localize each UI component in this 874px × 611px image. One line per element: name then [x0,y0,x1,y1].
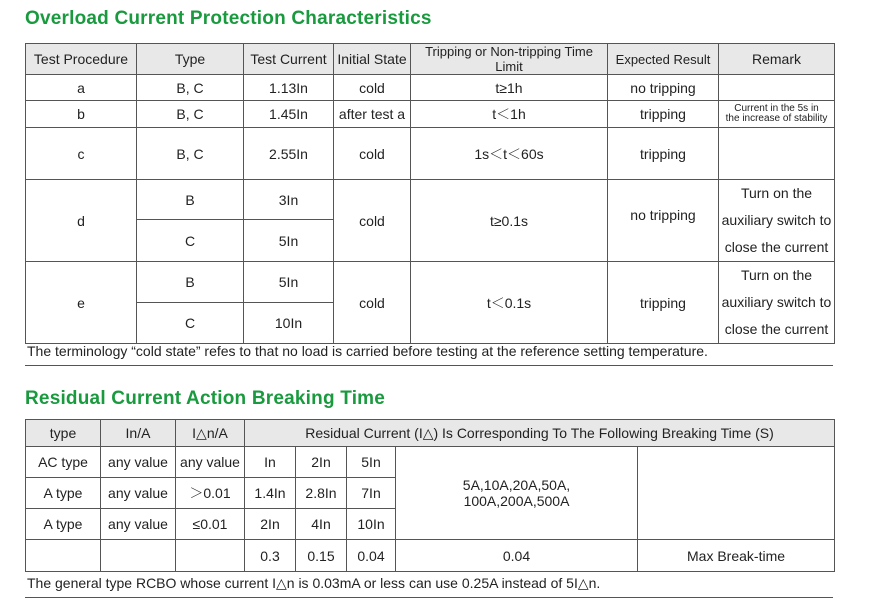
header-residual-current: Residual Current (I△) Is Corresponding To The Following Breaking Time (S) [245,420,835,447]
cell-value: 0.15 [296,540,347,572]
cell-idn: ＞0.01 [176,478,245,509]
cell-value: 7In [347,478,396,509]
cell-procedure: e [26,262,137,344]
section1-title: Overload Current Protection Characteristics [25,8,432,29]
cell-value: 2In [296,447,347,478]
cell-value: 1.4In [245,478,296,509]
cell-remark [719,101,835,128]
cell-current: 1.13In [244,75,334,101]
overload-table [25,43,835,344]
cell-blank [638,447,835,540]
cell-type: A type [26,478,101,509]
cell-time: t＜0.1s [411,262,608,344]
cell-state: cold [334,128,411,180]
cell-value: In [245,447,296,478]
cell-type: B [137,180,244,220]
cell-remark [719,128,835,180]
remark-line: auxiliary switch to [721,294,832,310]
divider [25,365,833,366]
header-test-procedure: Test Procedure [26,44,137,75]
cell-value: 10In [347,509,396,540]
cell-blank [26,540,101,572]
cell-type: C [137,303,244,344]
ratings-line: 100A,200A,500A [463,493,570,509]
remark-line: Turn on the [740,185,813,201]
cell-procedure: b [26,101,137,128]
cell-value: 0.04 [347,540,396,572]
cell-in: any value [101,447,176,478]
section2-footnote: The general type RCBO whose current I△n is 0.03mA or less can use 0.25A instead of 5I△n. [27,575,601,591]
cell-procedure: a [26,75,137,101]
cell-result: no tripping [608,180,719,262]
cell-result: no tripping [608,75,719,101]
table-row [26,180,835,220]
cell-current: 3In [244,180,334,220]
cell-ratings [396,447,638,540]
cell-time: t≥1h [411,75,608,101]
cell-type: C [137,220,244,262]
header-initial-state: Initial State [334,44,411,75]
cell-value: 0.04 [396,540,638,572]
cell-current: 5In [244,262,334,303]
cell-type: A type [26,509,101,540]
cell-max-break-label: Max Break-time [638,540,835,572]
cell-in: any value [101,509,176,540]
table-row [26,262,835,303]
cell-time: 1s＜t＜60s [411,128,608,180]
cell-remark [719,262,835,344]
cell-value: 4In [296,509,347,540]
cell-idn: any value [176,447,245,478]
table-row [26,540,835,572]
header-idn: I△n/A [176,420,245,447]
remark-line: Turn on the [740,267,813,283]
cell-value: 5In [347,447,396,478]
remark-line: the increase of stability [725,113,828,124]
header-type: type [26,420,101,447]
remark-line: Current in the 5s in [734,103,819,114]
cell-state: cold [334,75,411,101]
cell-value: 2.8In [296,478,347,509]
cell-result: tripping [608,101,719,128]
remark-line: close the current [724,239,829,255]
header-remark: Remark [719,44,835,75]
cell-time: t≥0.1s [411,180,608,262]
cell-current: 5In [244,220,334,262]
section2-title: Residual Current Action Breaking Time [25,388,386,409]
remark-line: auxiliary switch to [721,212,832,228]
cell-current: 1.45In [244,101,334,128]
cell-type: B [137,262,244,303]
table-row [26,128,835,180]
cell-type: B, C [137,101,244,128]
table-row [26,101,835,128]
cell-in: any value [101,478,176,509]
cell-type: B, C [137,75,244,101]
cell-state: cold [334,262,411,344]
cell-current: 2.55In [244,128,334,180]
cell-idn: ≤0.01 [176,509,245,540]
table-row [26,447,835,478]
cell-blank [176,540,245,572]
cell-type: AC type [26,447,101,478]
table-row [26,75,835,101]
cell-procedure: d [26,180,137,262]
cell-result: tripping [608,262,719,344]
cell-remark [719,75,835,101]
header-test-current: Test Current [244,44,334,75]
section1-footnote: The terminology “cold state” refes to that no load is carried before testing at the reference setting temperature. [27,343,708,359]
residual-table [25,419,835,572]
cell-result: tripping [608,128,719,180]
cell-current: 10In [244,303,334,344]
remark-line: close the current [724,321,829,337]
header-time-limit: Tripping or Non-tripping Time Limit [411,44,608,75]
cell-state: after test a [334,101,411,128]
header-expected-result: Expected Result [608,44,719,75]
cell-blank [101,540,176,572]
cell-type: B, C [137,128,244,180]
cell-value: 2In [245,509,296,540]
cell-value: 0.3 [245,540,296,572]
header-type: Type [137,44,244,75]
cell-procedure: c [26,128,137,180]
cell-time: t＜1h [411,101,608,128]
divider [25,597,833,598]
header-in: In/A [101,420,176,447]
cell-remark [719,180,835,262]
cell-state: cold [334,180,411,262]
ratings-line: 5A,10A,20A,50A, [462,477,571,493]
